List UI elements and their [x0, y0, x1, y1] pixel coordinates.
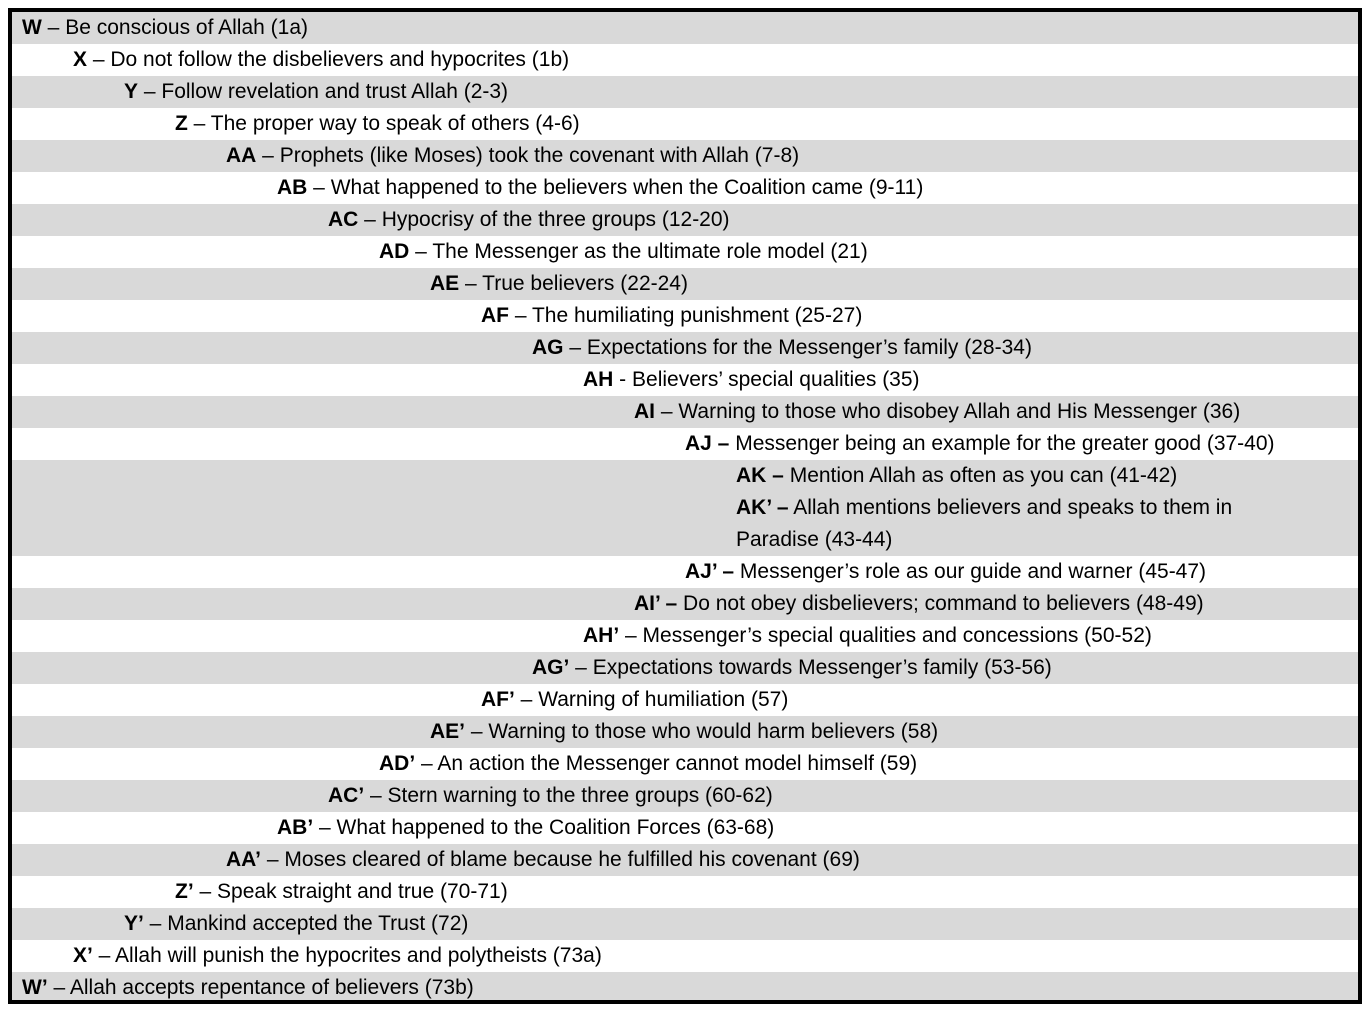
- row-label: AC: [328, 208, 359, 231]
- row-text: Allah accepts repentance of believers (73b): [69, 976, 474, 999]
- outline-row: [12, 140, 1358, 172]
- row-separator: -: [613, 368, 633, 391]
- row-text: Mention Allah as often as you can (41-42): [789, 464, 1178, 487]
- row-label: X’: [73, 944, 93, 967]
- row-label: AB: [277, 176, 308, 199]
- row-label: AH: [583, 368, 614, 391]
- row-separator: –: [87, 48, 111, 71]
- row-separator: –: [509, 304, 532, 327]
- outline-row: [12, 716, 1358, 748]
- row-text: What happened to the believers when the Coalition came (9-11): [330, 176, 924, 199]
- row-text: Expectations for the Messenger’s family (28-34): [586, 336, 1032, 359]
- row-separator: –: [261, 848, 285, 871]
- outline-row: [12, 972, 1358, 1004]
- row-text: Moses cleared of blame because he fulfilled his covenant (69): [284, 848, 860, 871]
- row-text: Allah mentions believers and speaks to them in Paradise (43-44): [736, 496, 1233, 551]
- row-separator: –: [465, 720, 489, 743]
- row-separator: –: [92, 944, 116, 967]
- outline-row: [12, 108, 1358, 140]
- row-text: Messenger’s role as our guide and warner (45-47): [739, 560, 1207, 583]
- center-line-ak-prime: [736, 492, 1296, 556]
- row-text: Follow revelation and trust Allah (2-3): [161, 80, 509, 103]
- row-separator: –: [655, 400, 679, 423]
- row-label: AD’: [379, 752, 416, 775]
- row-label: W’: [22, 976, 48, 999]
- row-text: The Messenger as the ultimate role model (21): [432, 240, 868, 263]
- row-separator: –: [313, 816, 337, 839]
- row-text: Warning to those who would harm believers (58): [488, 720, 939, 743]
- row-separator: –: [41, 16, 66, 39]
- row-separator: –: [307, 176, 331, 199]
- row-label: AE: [430, 272, 460, 295]
- outline-row: [12, 204, 1358, 236]
- outline-row: [12, 620, 1358, 652]
- row-separator: –: [47, 976, 70, 999]
- row-label: AF: [481, 304, 509, 327]
- row-text: What happened to the Coalition Forces (63-68): [336, 816, 775, 839]
- outline-row: [12, 44, 1358, 76]
- row-separator: –: [619, 624, 643, 647]
- row-text: An action the Messenger cannot model himself (59): [437, 752, 918, 775]
- outline-row: [12, 556, 1358, 588]
- row-label: AD: [379, 240, 410, 263]
- chiasm-outline-table: [8, 8, 1362, 1004]
- row-separator: –: [409, 240, 433, 263]
- row-label: AH’: [583, 624, 620, 647]
- row-label: AI: [634, 400, 655, 423]
- outline-rows: [12, 12, 1358, 1004]
- outline-row: [12, 908, 1358, 940]
- row-text: Stern warning to the three groups (60-62): [387, 784, 773, 807]
- row-label: AI’ –: [634, 592, 678, 615]
- row-label: AG: [532, 336, 564, 359]
- row-text: Hypocrisy of the three groups (12-20): [381, 208, 730, 231]
- row-label: W: [22, 16, 42, 39]
- row-label: AJ –: [685, 432, 730, 455]
- row-label: AK –: [736, 464, 784, 487]
- row-text: Prophets (like Moses) took the covenant with Allah (7-8): [279, 144, 800, 167]
- outline-row-center: [12, 460, 1358, 556]
- row-text: Believers’ special qualities (35): [632, 368, 920, 391]
- outline-row: [12, 588, 1358, 620]
- row-text: True believers (22-24): [482, 272, 688, 295]
- row-text: Warning to those who disobey Allah and His Messenger (36): [678, 400, 1241, 423]
- row-text: Messenger being an example for the greater good (37-40): [735, 432, 1275, 455]
- row-label: AE’: [430, 720, 466, 743]
- row-label: AA: [226, 144, 257, 167]
- center-line-ak: [736, 460, 1296, 492]
- outline-row: [12, 396, 1358, 428]
- row-separator: –: [193, 880, 218, 903]
- outline-row: [12, 940, 1358, 972]
- outline-row: [12, 268, 1358, 300]
- row-separator: –: [138, 80, 162, 103]
- outline-row: [12, 844, 1358, 876]
- row-label: AB’: [277, 816, 314, 839]
- outline-row: [12, 364, 1358, 396]
- row-label: AK’ –: [736, 496, 789, 519]
- row-separator: –: [143, 912, 168, 935]
- outline-row: [12, 236, 1358, 268]
- row-label: Y: [124, 80, 139, 103]
- row-text: Messenger’s special qualities and concessions (50-52): [642, 624, 1152, 647]
- row-label: Z’: [175, 880, 194, 903]
- row-text: Do not follow the disbelievers and hypocrites (1b): [110, 48, 570, 71]
- outline-row: [12, 76, 1358, 108]
- outline-row: [12, 172, 1358, 204]
- row-text: The humiliating punishment (25-27): [531, 304, 863, 327]
- outline-row: [12, 812, 1358, 844]
- row-separator: –: [415, 752, 438, 775]
- outline-row: [12, 652, 1358, 684]
- row-label: Z: [175, 112, 188, 135]
- row-text: Expectations towards Messenger’s family (53-56): [592, 656, 1052, 679]
- row-label: AA’: [226, 848, 262, 871]
- row-label: AC’: [328, 784, 365, 807]
- row-label: AF’: [481, 688, 515, 711]
- row-text: Speak straight and true (70-71): [217, 880, 508, 903]
- outline-row: [12, 876, 1358, 908]
- outline-row: [12, 332, 1358, 364]
- row-label: X: [73, 48, 88, 71]
- row-separator: –: [256, 144, 280, 167]
- row-text: Allah will punish the hypocrites and polytheists (73a): [115, 944, 602, 967]
- row-text: Do not obey disbelievers; command to believers (48-49): [683, 592, 1204, 615]
- outline-row: [12, 12, 1358, 44]
- outline-row: [12, 300, 1358, 332]
- row-separator: –: [514, 688, 539, 711]
- row-separator: –: [569, 656, 593, 679]
- row-separator: –: [364, 784, 388, 807]
- row-separator: –: [187, 112, 211, 135]
- row-text: Be conscious of Allah (1a): [65, 16, 308, 39]
- row-text: Mankind accepted the Trust (72): [167, 912, 469, 935]
- row-label: AJ’ –: [685, 560, 735, 583]
- row-separator: –: [459, 272, 483, 295]
- row-separator: –: [358, 208, 382, 231]
- row-label: Y’: [124, 912, 144, 935]
- outline-row: [12, 748, 1358, 780]
- row-separator: –: [563, 336, 587, 359]
- row-text: The proper way to speak of others (4-6): [210, 112, 580, 135]
- row-text: Warning of humiliation (57): [538, 688, 789, 711]
- outline-row: [12, 780, 1358, 812]
- row-label: AG’: [532, 656, 570, 679]
- outline-row: [12, 684, 1358, 716]
- outline-row: [12, 428, 1358, 460]
